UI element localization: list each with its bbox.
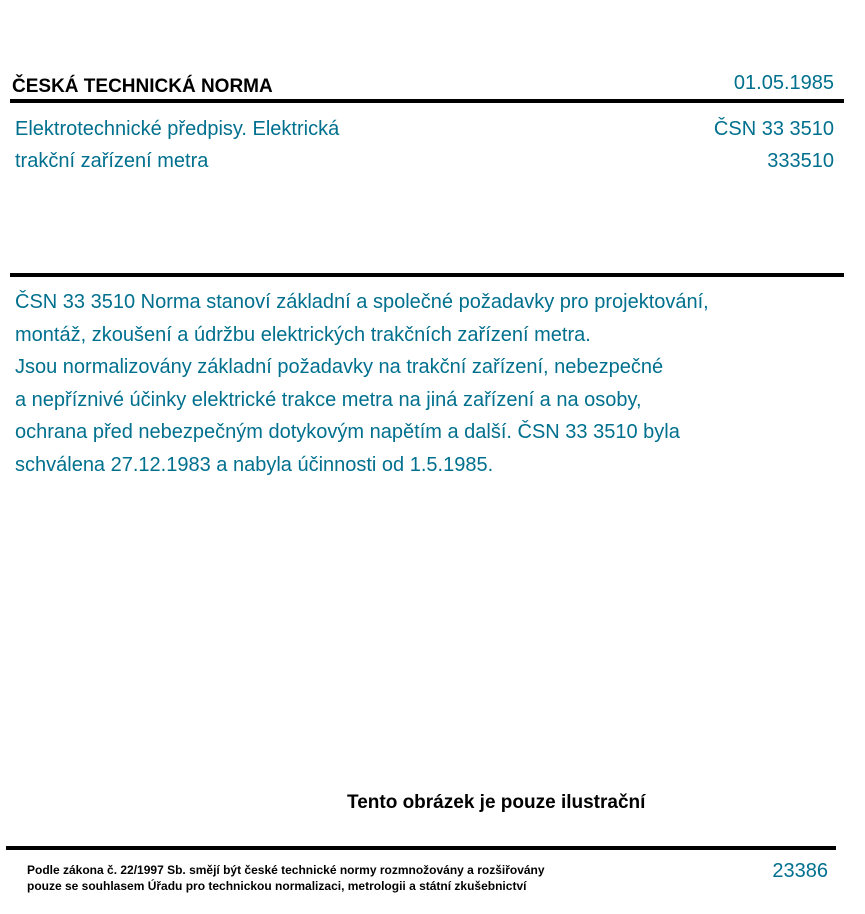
standard-title-line-2: trakční zařízení metra — [15, 150, 209, 172]
header-divider — [10, 99, 844, 103]
publication-date: 01.05.1985 — [733, 72, 834, 94]
description-line: a nepříznivé účinky elektrické trakce metra na jiná zařízení a na osoby, — [15, 388, 642, 411]
document-id: 23386 — [772, 860, 828, 882]
section-divider — [10, 273, 844, 277]
standard-number: 333510 — [767, 150, 834, 172]
footer-divider — [6, 846, 836, 850]
standard-code: ČSN 33 3510 — [713, 118, 834, 140]
description-line: ochrana před nebezpečným dotykovým napětím a další. ČSN 33 3510 byla — [15, 421, 680, 443]
description-line: ČSN 33 3510 Norma stanoví základní a společné požadavky pro projektování, — [15, 291, 709, 313]
legal-notice — [27, 862, 545, 894]
legal-notice-line: Podle zákona č. 22/1997 Sb. smějí být české technické normy rozmnožovány a rozšiřovány — [27, 863, 545, 877]
standard-title-line-1: Elektrotechnické předpisy. Elektrická — [15, 118, 340, 140]
legal-notice-line: pouze se souhlasem Úřadu pro technickou normalizaci, metrologii a státní zkušebnictví — [27, 879, 527, 893]
document-heading: ČESKÁ TECHNICKÁ NORMA — [12, 76, 273, 97]
description-line: Jsou normalizovány základní požadavky na trakční zařízení, nebezpečné — [15, 356, 664, 378]
description-line: schválena 27.12.1983 a nabyla účinnosti od 1.5.1985. — [15, 453, 494, 476]
standard-description — [15, 286, 835, 481]
description-line: montáž, zkoušení a údržbu elektrických trakčních zařízení metra. — [15, 323, 591, 346]
illustration-notice: Tento obrázek je pouze ilustrační — [347, 792, 646, 813]
